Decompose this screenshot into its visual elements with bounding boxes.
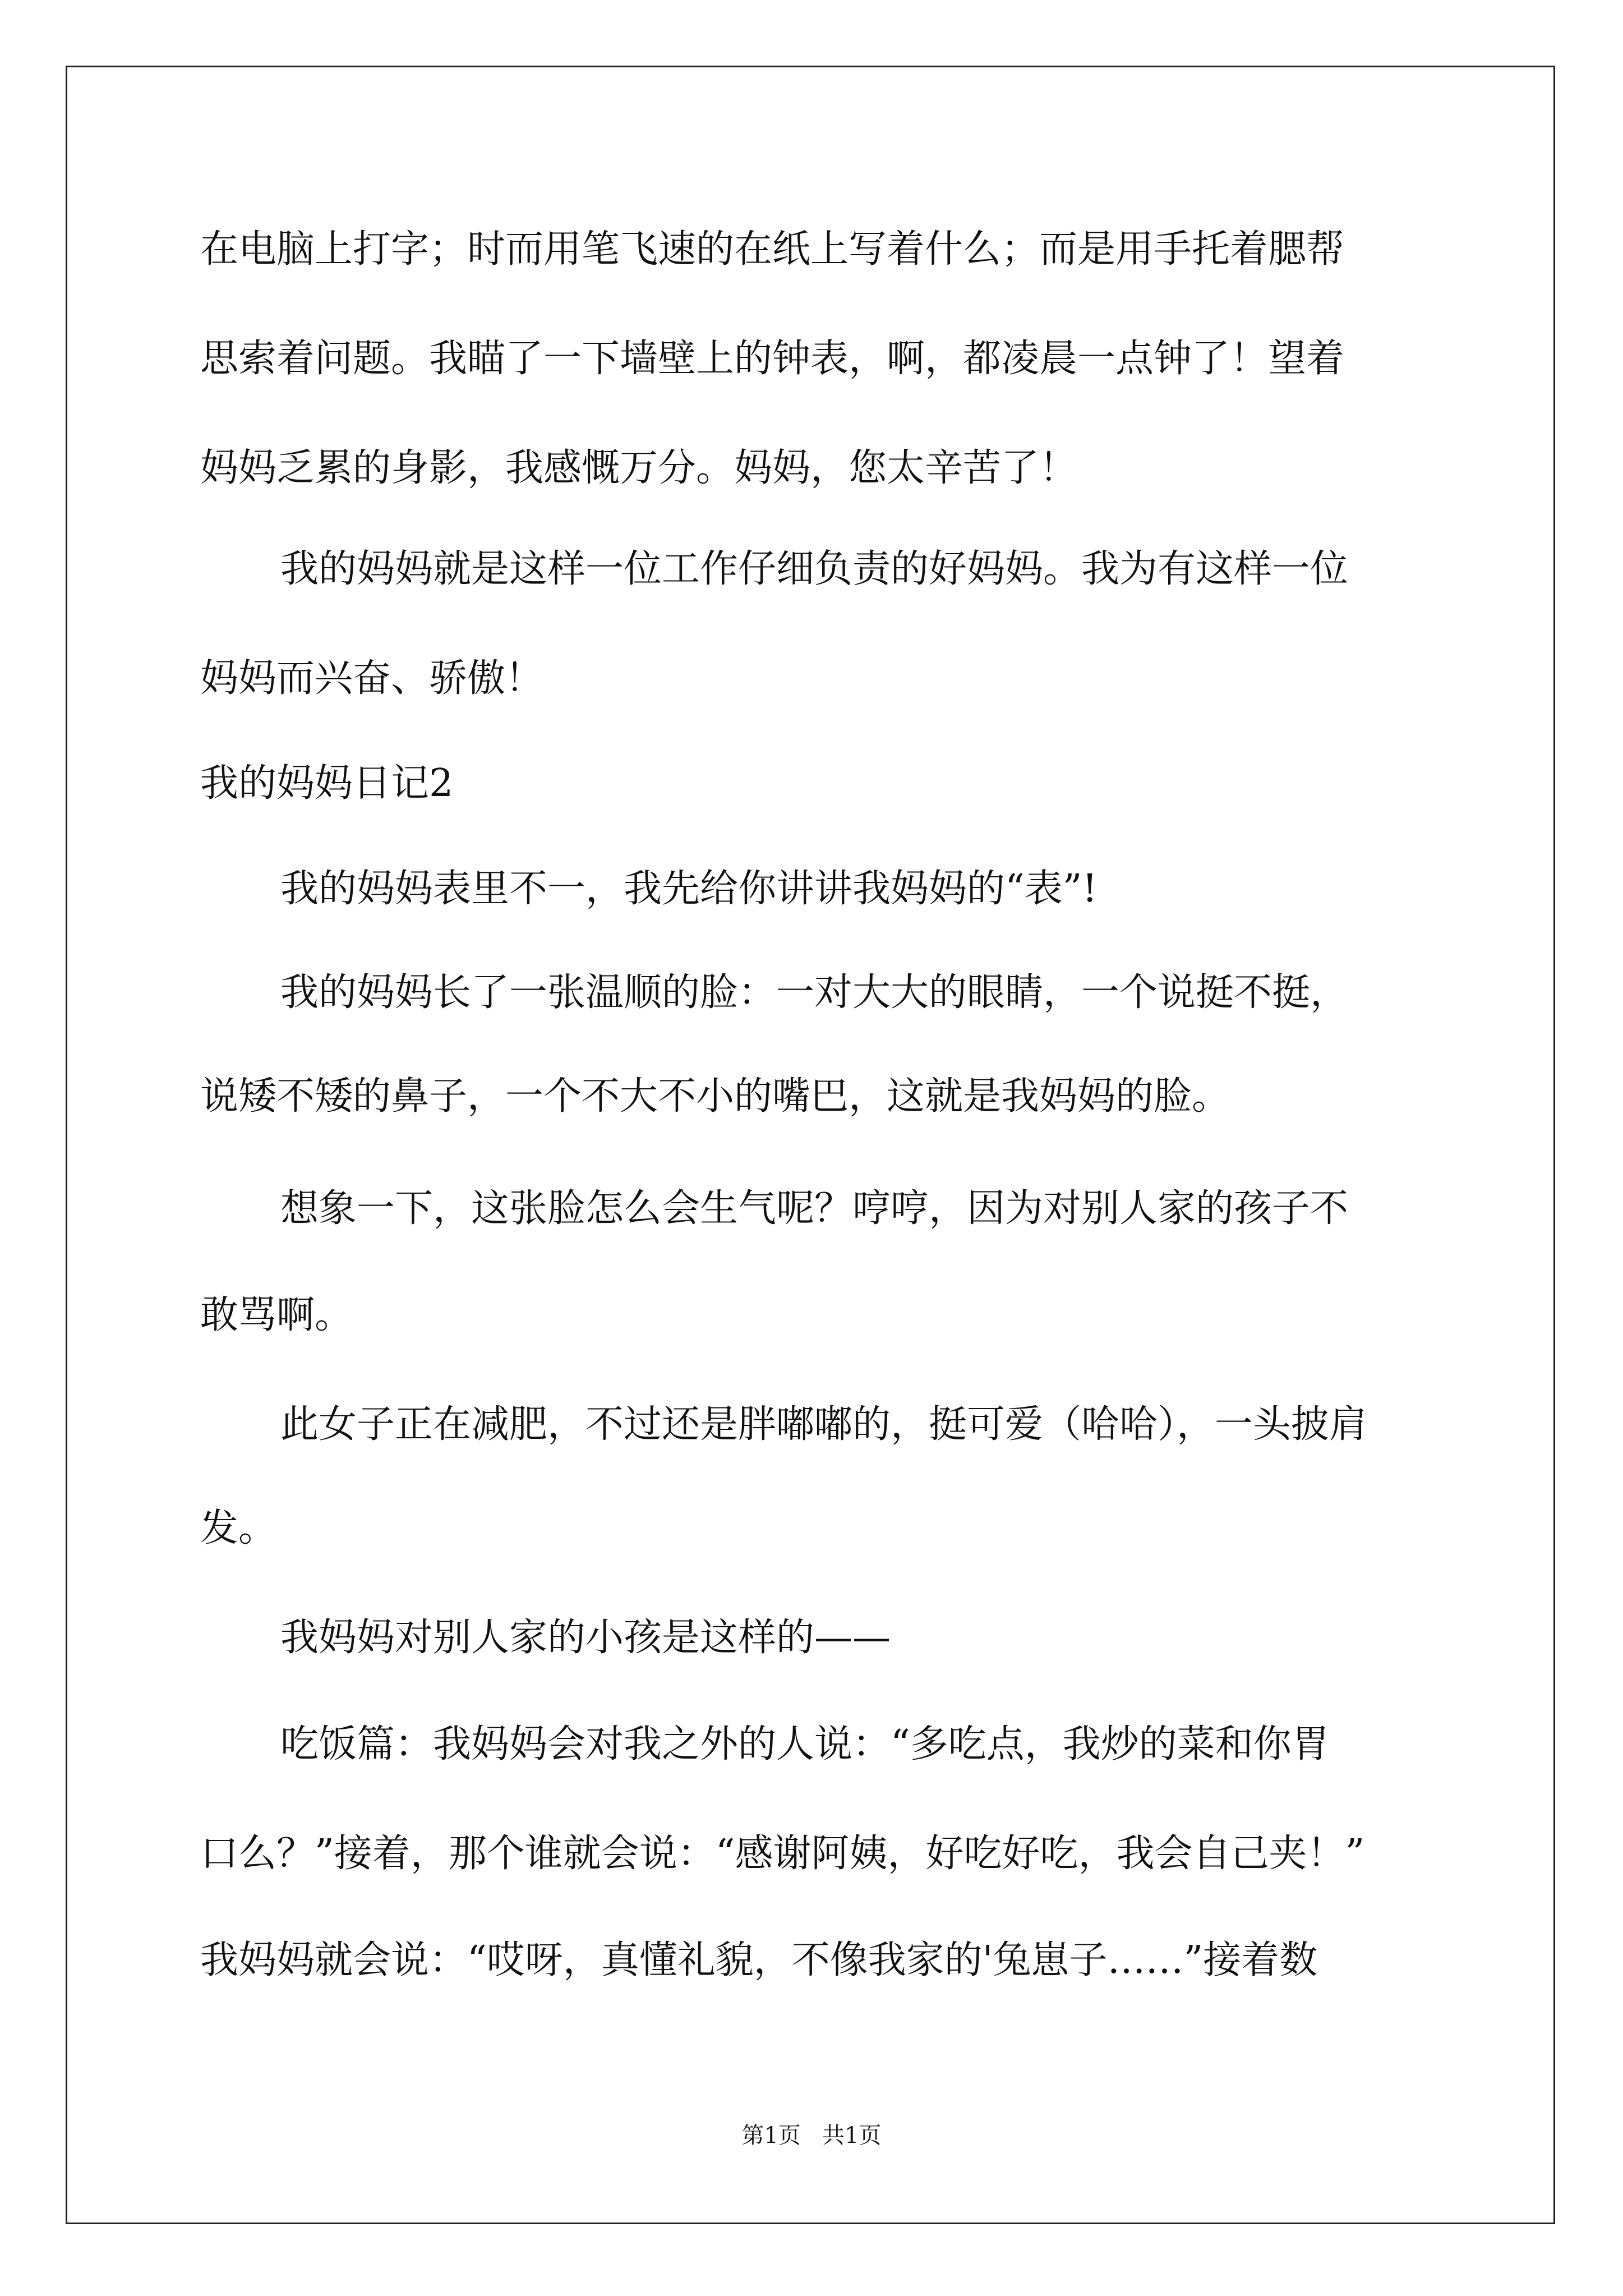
page-border bbox=[66, 66, 1555, 2224]
paragraph-start-line: 此女子正在减肥，不过还是胖嘟嘟的，挺可爱（哈哈），一头披肩 bbox=[280, 1402, 1368, 1447]
text-line: 发。 bbox=[200, 1506, 277, 1550]
paragraph-start-line: 我的妈妈长了一张温顺的脸：一对大大的眼睛，一个说挺不挺， bbox=[280, 970, 1349, 1015]
paragraph-start-line: 我的妈妈表里不一，我先给你讲讲我妈妈的“表”! bbox=[280, 867, 1098, 911]
text-line: 敢骂啊。 bbox=[200, 1293, 353, 1337]
text-line: 妈妈而兴奋、骄傲！ bbox=[200, 656, 544, 701]
section-heading: 我的妈妈日记2 bbox=[200, 761, 454, 806]
paragraph-start-line: 我妈妈对别人家的小孩是这样的—— bbox=[280, 1616, 891, 1660]
text-line: 我妈妈就会说：“哎呀，真懂礼貌，不像我家的'兔崽子……”接着数 bbox=[200, 1938, 1318, 1982]
paragraph-start-line: 想象一下，这张脸怎么会生气呢？哼哼，因为对别人家的孩子不 bbox=[280, 1186, 1349, 1231]
text-line: 说矮不矮的鼻子，一个不大不小的嘴巴，这就是我妈妈的脸。 bbox=[200, 1074, 1230, 1119]
text-line: 思索着问题。我瞄了一下墙壁上的钟表，啊，都凌晨一点钟了！望着 bbox=[200, 337, 1345, 381]
paragraph-start-line: 我的妈妈就是这样一位工作仔细负责的好妈妈。我为有这样一位 bbox=[280, 547, 1349, 591]
text-line: 妈妈乏累的身影，我感慨万分。妈妈，您太辛苦了！ bbox=[200, 446, 1078, 490]
text-line: 口么？”接着，那个谁就会说：“感谢阿姨，好吃好吃，我会自己夹！” bbox=[200, 1832, 1365, 1876]
paragraph-start-line: 吃饭篇：我妈妈会对我之外的人说：“多吃点，我炒的菜和你胃 bbox=[280, 1722, 1330, 1766]
page-footer: 第1页 共1页 bbox=[741, 2123, 882, 2148]
text-line: 在电脑上打字；时而用笔飞速的在纸上写着什么；而是用手托着腮帮 bbox=[200, 227, 1345, 272]
